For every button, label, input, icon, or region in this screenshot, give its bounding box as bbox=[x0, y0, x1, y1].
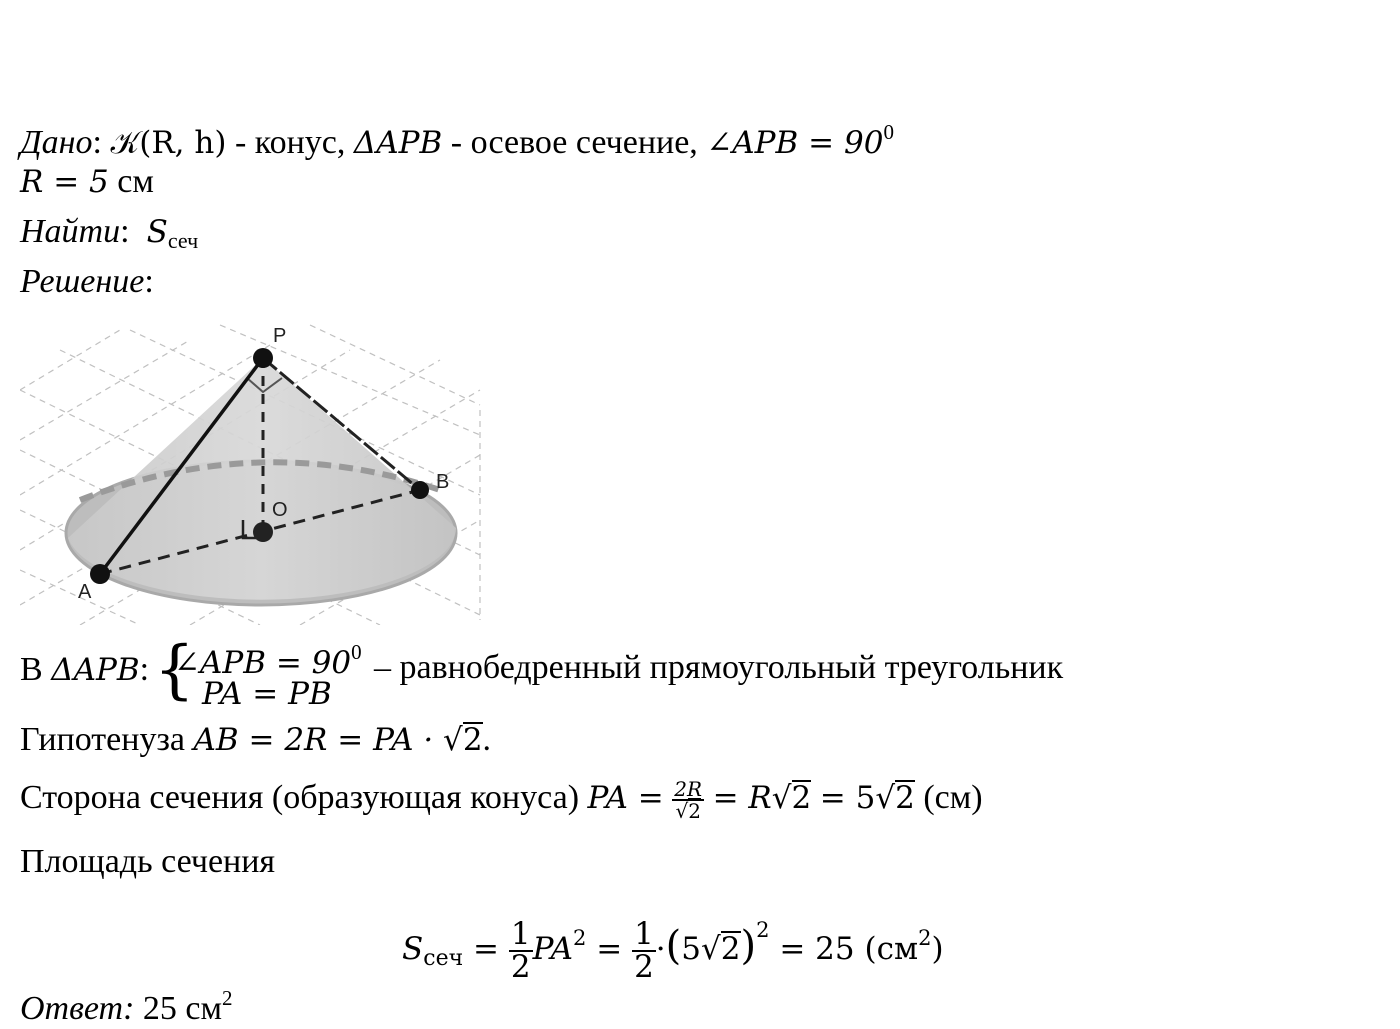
side-unit: (см) bbox=[923, 779, 983, 816]
label-a: A bbox=[78, 581, 92, 603]
answer-value: 25 см bbox=[142, 990, 222, 1027]
answer-line bbox=[20, 978, 233, 1029]
triangle-conclusion: – равнобедренный прямоугольный треугольник bbox=[374, 649, 1064, 686]
hypotenuse-sqrt: 2 bbox=[462, 722, 483, 758]
point-a bbox=[90, 564, 110, 584]
label-o: O bbox=[272, 499, 288, 521]
half-fraction-1: $\frac{1}{2}$ bbox=[510, 915, 531, 985]
angle-equation: ∠APB = 90 bbox=[706, 125, 884, 161]
system-brace: { bbox=[154, 633, 195, 707]
hypotenuse-math: AB = 2R = PA · bbox=[193, 722, 444, 758]
radius-unit: см bbox=[117, 163, 154, 200]
area-formula: $S_{сеч}$ = $\frac{1}{2}$ $PA^2$ = $\frac{1}{2}$ $\cdot(5√2)^2 = 25$ $(см^2)$ bbox=[402, 915, 944, 985]
cone-diagram bbox=[20, 320, 490, 625]
side-eq2: = 5 bbox=[819, 780, 876, 816]
solution-line: Решение: bbox=[20, 263, 154, 300]
angle-degree: 0 bbox=[883, 120, 894, 144]
find-line: Найти: $S_{сеч}$ bbox=[20, 213, 199, 253]
cone-text: - конус, bbox=[234, 124, 346, 161]
triangle-prefix-word: В bbox=[20, 651, 43, 688]
triangle-prefix-symbol: ΔAPB bbox=[51, 652, 140, 688]
point-o bbox=[253, 522, 273, 542]
hypotenuse-text: Гипотенуза bbox=[20, 721, 185, 758]
radius-line bbox=[20, 162, 154, 202]
section-text: - осевое сечение, bbox=[450, 124, 698, 161]
find-label: Найти bbox=[20, 213, 121, 250]
given-line: Дано: 𝒦(R, h) - конус, ΔAPB - осевое сечение, ∠APB = $90^0$ bbox=[20, 120, 894, 161]
hypotenuse-line: Гипотенуза AB = 2R = PA · √2. bbox=[20, 721, 492, 758]
system-eq2: PA = PB bbox=[202, 676, 332, 712]
cone-symbol: 𝒦(R, h) bbox=[110, 125, 227, 161]
point-p bbox=[253, 348, 273, 368]
radius-equation: R = 5 bbox=[20, 164, 109, 200]
triangle-symbol: ΔAPB bbox=[353, 125, 443, 161]
answer-sup: 2 bbox=[222, 986, 233, 1010]
find-symbol: S bbox=[146, 214, 168, 250]
side-eq-mid: = R bbox=[712, 780, 772, 816]
triangle-prefix: В ΔAPB: bbox=[20, 651, 150, 688]
label-b: B bbox=[436, 471, 450, 493]
label-p: P bbox=[273, 325, 287, 347]
side-line: Сторона сечения (образующая конуса) PA = $\frac{2R}{√2}$ = R√2 = 5√2 (см) bbox=[20, 777, 983, 824]
solution-label: Решение bbox=[20, 263, 145, 300]
system-eq1: ∠APB = $90^0$ bbox=[174, 640, 362, 681]
side-fraction: $\frac{2R}{√2}$ bbox=[674, 777, 703, 824]
half-fraction-2: $\frac{1}{2}$ bbox=[634, 915, 654, 985]
side-lhs: PA = bbox=[587, 780, 664, 816]
given-label: Дано bbox=[20, 124, 93, 161]
find-subscript: сеч bbox=[167, 228, 199, 253]
side-text: Сторона сечения (образующая конуса) bbox=[20, 779, 580, 816]
answer-label: Ответ: bbox=[20, 990, 135, 1027]
point-b bbox=[411, 481, 429, 499]
area-label: Площадь сечения bbox=[20, 843, 276, 880]
